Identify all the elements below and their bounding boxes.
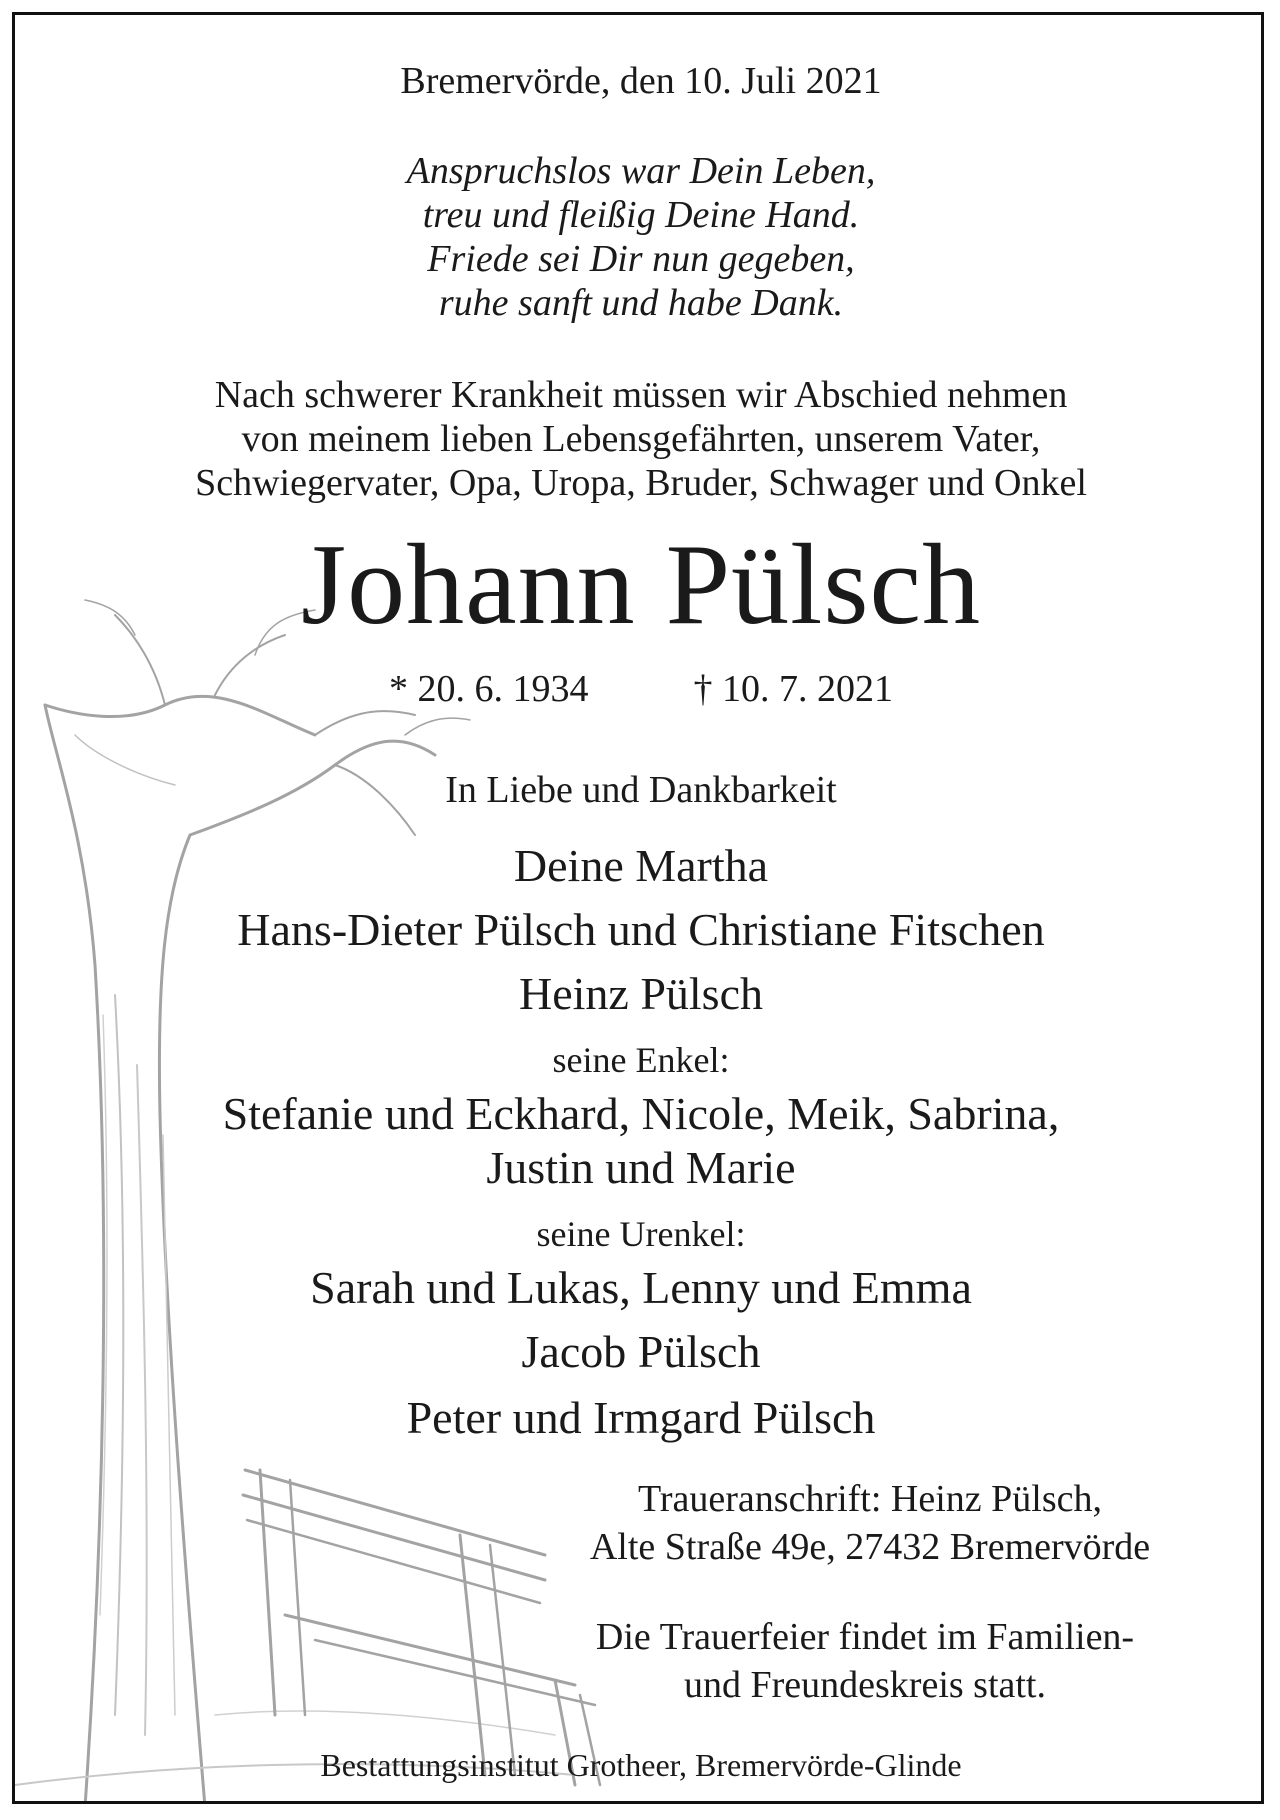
- intro-text: [15, 373, 1264, 505]
- great-grandchildren-line: Jacob Pülsch: [521, 1326, 761, 1377]
- intro-line: Schwiegervater, Opa, Uropa, Bruder, Schwager und Onkel: [195, 462, 1087, 504]
- intro-line: von meinem lieben Lebensgefährten, unserem Vater,: [241, 418, 1041, 460]
- love-line: In Liebe und Dankbarkeit: [445, 769, 837, 811]
- great-grandchildren-line: Sarah und Lukas, Lenny und Emma: [310, 1262, 972, 1313]
- family-member: Deine Martha: [513, 840, 769, 891]
- address-line: Alte Straße 49e, 27432 Bremervörde: [589, 1526, 1151, 1568]
- life-dates: [15, 667, 1264, 711]
- poem-line: Friede sei Dir nun gegeben,: [427, 238, 855, 280]
- poem-line: treu und fleißig Deine Hand.: [422, 194, 860, 236]
- intro-line: Nach schwerer Krankheit müssen wir Abschied nehmen: [214, 374, 1068, 416]
- poem: [15, 149, 1264, 325]
- ceremony-line: und Freundeskreis statt.: [683, 1664, 1046, 1706]
- deceased-name: Johann Pülsch: [301, 521, 981, 649]
- mourning-address: [520, 1475, 1220, 1571]
- great-grandchildren-label: seine Urenkel:: [536, 1214, 746, 1254]
- address-line: Traueranschrift: Heinz Pülsch,: [638, 1478, 1102, 1520]
- ceremony-line: Die Trauerfeier findet im Familien-: [595, 1616, 1135, 1658]
- undertaker: Bestattungsinstitut Grotheer, Bremervörde-Glinde: [320, 1747, 962, 1783]
- relatives: Peter und Irmgard Pülsch: [406, 1392, 876, 1443]
- poem-line: Anspruchslos war Dein Leben,: [406, 150, 876, 192]
- obituary-notice: [12, 12, 1264, 1804]
- grandchildren-label: seine Enkel:: [552, 1040, 730, 1080]
- family-member: Heinz Pülsch: [518, 968, 763, 1019]
- birth-date: * 20. 6. 1934: [389, 668, 589, 710]
- grandchildren-line: Stefanie und Eckhard, Nicole, Meik, Sabrina,: [222, 1088, 1060, 1139]
- family-member: Hans-Dieter Pülsch und Christiane Fitschen: [237, 904, 1045, 955]
- death-date: † 10. 7. 2021: [693, 668, 893, 710]
- grandchildren-line: Justin und Marie: [486, 1142, 796, 1193]
- ceremony-info: [515, 1613, 1215, 1709]
- place-date: Bremervörde, den 10. Juli 2021: [400, 60, 882, 102]
- poem-line: ruhe sanft und habe Dank.: [438, 282, 844, 324]
